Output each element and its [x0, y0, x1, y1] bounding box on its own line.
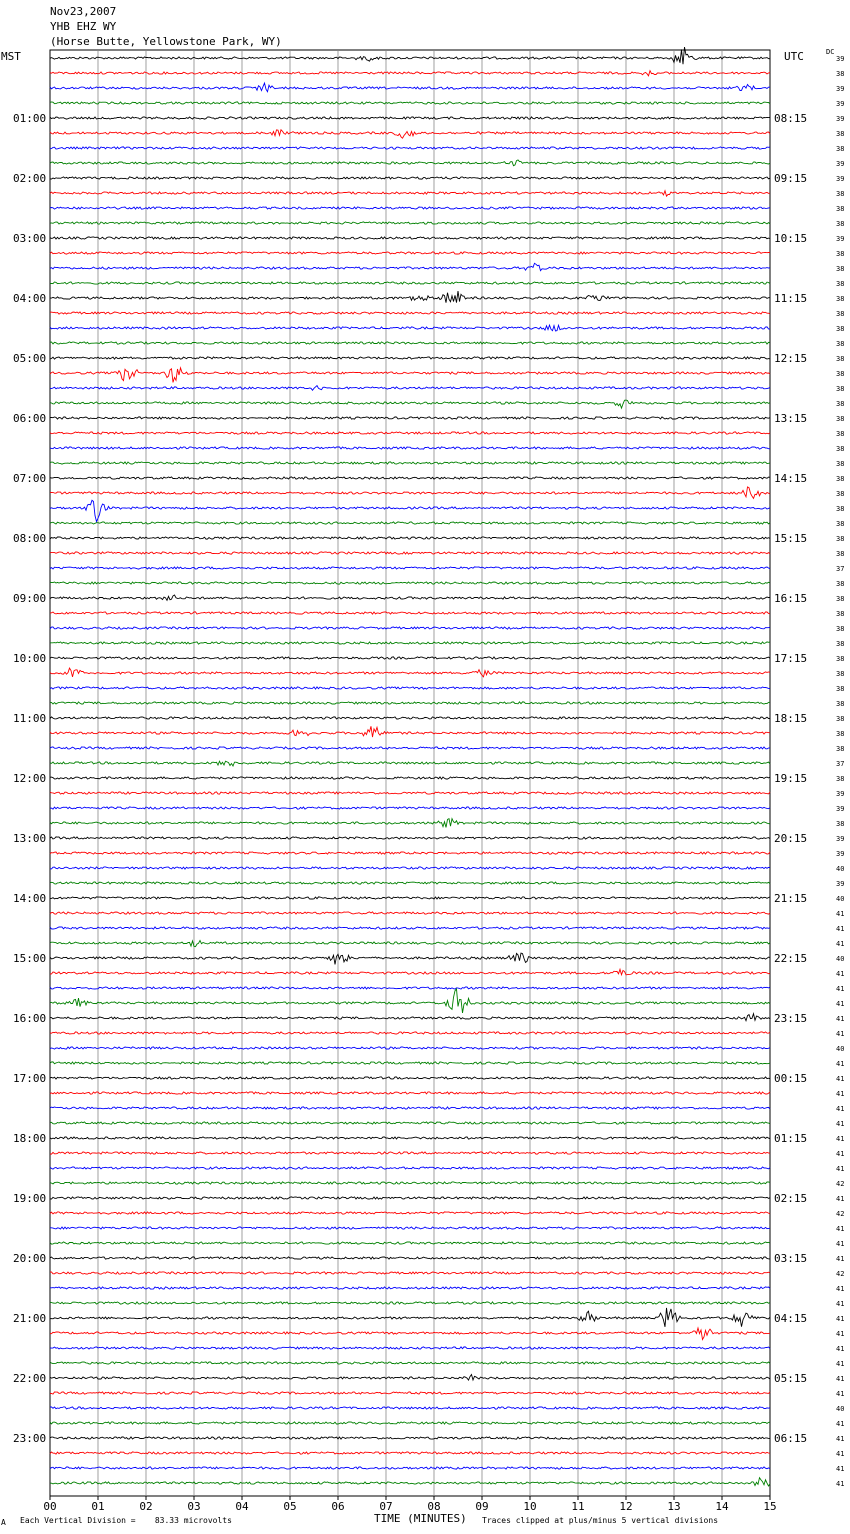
trace-line [50, 1032, 770, 1034]
trace-line [50, 1308, 770, 1327]
trace-line [50, 357, 770, 359]
left-hour-label: 14:00 [13, 892, 47, 905]
trace-line [50, 207, 770, 209]
dc-offset-label: 40 [836, 1405, 845, 1413]
dc-offset-label: 41 [836, 1135, 845, 1143]
trace-line [50, 1242, 770, 1244]
left-hour-label: 21:00 [13, 1312, 47, 1325]
trace-line [50, 1212, 770, 1214]
right-hour-label: 23:15 [774, 1012, 808, 1025]
dc-offset-label: 39 [836, 115, 845, 123]
trace-line [50, 837, 770, 839]
trace-line [50, 792, 770, 794]
right-hour-label: 16:15 [774, 592, 808, 605]
dc-offset-label: 38 [836, 415, 845, 423]
trace-line [50, 761, 770, 766]
x-tick-label: 13 [667, 1500, 681, 1513]
dc-offset-label: 38 [836, 460, 845, 468]
dc-offset-label: 41 [836, 1120, 845, 1128]
dc-offset-label: 41 [836, 925, 845, 933]
dc-offset-label: 38 [836, 445, 845, 453]
dc-offset-label: 38 [836, 205, 845, 213]
left-hour-label: 11:00 [13, 712, 47, 725]
dc-offset-label: 38 [836, 190, 845, 198]
dc-offset-label: 38 [836, 265, 845, 273]
dc-offset-label: 38 [836, 580, 845, 588]
trace-line [50, 1467, 770, 1469]
trace-line [50, 417, 770, 419]
dc-offset-label: 39 [836, 175, 845, 183]
dc-offset-label: 41 [836, 970, 845, 978]
trace-line [50, 222, 770, 224]
x-tick-label: 08 [427, 1500, 441, 1513]
corner-mark: A [1, 1518, 6, 1527]
trace-line [50, 1152, 770, 1154]
dc-offset-label: 38 [836, 775, 845, 783]
trace-line [50, 263, 770, 270]
dc-offset-label: 38 [836, 820, 845, 828]
trace-line [50, 1437, 770, 1439]
left-hour-label: 22:00 [13, 1372, 47, 1385]
trace-line [50, 368, 770, 383]
x-tick-label: 06 [331, 1500, 345, 1513]
trace-line [50, 1062, 770, 1064]
trace-line [50, 477, 770, 479]
trace-line [50, 702, 770, 704]
trace-line [50, 1302, 770, 1304]
dc-offset-label: 38 [836, 355, 845, 363]
x-tick-label: 07 [379, 1500, 393, 1513]
dc-offset-label: 39 [836, 805, 845, 813]
dc-offset-label: 41 [836, 1240, 845, 1248]
x-axis-title: TIME (MINUTES) [374, 1512, 467, 1525]
dc-offset-label: 41 [836, 1030, 845, 1038]
right-hour-label: 08:15 [774, 112, 808, 125]
dc-offset-label: 38 [836, 700, 845, 708]
trace-line [50, 537, 770, 539]
left-hour-label: 19:00 [13, 1192, 47, 1205]
dc-offset-label: 37 [836, 760, 845, 768]
dc-offset-label: 39 [836, 160, 845, 168]
dc-offset-label: 41 [836, 1105, 845, 1113]
dc-offset-label: 41 [836, 1465, 845, 1473]
x-tick-label: 12 [619, 1500, 633, 1513]
trace-line [50, 1362, 770, 1364]
right-hour-label: 04:15 [774, 1312, 808, 1325]
x-tick-label: 04 [235, 1500, 249, 1513]
dc-offset-label: 38 [836, 520, 845, 528]
trace-line [50, 687, 770, 689]
trace-line [50, 1182, 770, 1184]
dc-offset-label: 41 [836, 1060, 845, 1068]
left-hour-label: 07:00 [13, 472, 47, 485]
right-hour-label: 00:15 [774, 1072, 808, 1085]
trace-line [50, 147, 770, 149]
trace-line [50, 1137, 770, 1139]
dc-offset-label: 37 [836, 565, 845, 573]
trace-line [50, 1107, 770, 1109]
right-hour-label: 12:15 [774, 352, 808, 365]
right-hour-label: 18:15 [774, 712, 808, 725]
dc-offset-label: 38 [836, 685, 845, 693]
trace-line [50, 642, 770, 644]
dc-offset-label: 38 [836, 340, 845, 348]
left-hour-label: 09:00 [13, 592, 47, 605]
trace-line [50, 400, 770, 408]
dc-offset-label: 41 [836, 1075, 845, 1083]
trace-line [50, 627, 770, 629]
trace-line [50, 927, 770, 929]
dc-offset-label: 38 [836, 385, 845, 393]
dc-offset-label: 41 [836, 1150, 845, 1158]
location-label: (Horse Butte, Yellowstone Park, WY) [50, 35, 282, 48]
left-hour-label: 05:00 [13, 352, 47, 365]
dc-offset-label: 38 [836, 310, 845, 318]
trace-line [50, 552, 770, 554]
trace-line [50, 897, 770, 899]
dc-offset-label: 41 [836, 1315, 845, 1323]
trace-line [50, 1047, 770, 1049]
trace-line [50, 237, 770, 239]
dc-offset-label: 38 [836, 640, 845, 648]
trace-line [50, 1375, 770, 1381]
trace-line [50, 668, 770, 677]
dc-offset-label: 38 [836, 550, 845, 558]
dc-offset-label: 41 [836, 1090, 845, 1098]
trace-line [50, 130, 770, 138]
left-hour-label: 12:00 [13, 772, 47, 785]
trace-line [50, 1197, 770, 1199]
left-hour-label: 10:00 [13, 652, 47, 665]
trace-line [50, 325, 770, 331]
dc-offset-label: 42 [836, 1270, 845, 1278]
left-hour-label: 18:00 [13, 1132, 47, 1145]
trace-line [50, 1287, 770, 1289]
trace-line [50, 447, 770, 449]
dc-offset-label: 38 [836, 145, 845, 153]
trace-line [50, 989, 770, 1013]
trace-line [50, 1478, 770, 1486]
x-tick-label: 00 [43, 1500, 57, 1513]
left-hour-label: 02:00 [13, 172, 47, 185]
dc-offset-label: 38 [836, 505, 845, 513]
trace-line [50, 1227, 770, 1229]
right-hour-label: 05:15 [774, 1372, 808, 1385]
trace-line [50, 487, 770, 499]
trace-line [50, 312, 770, 314]
trace-line [50, 117, 770, 119]
dc-offset-label: 41 [836, 1330, 845, 1338]
dc-offset-label: 40 [836, 1045, 845, 1053]
left-timezone-label: MST [1, 50, 21, 63]
dc-offset-label: 38 [836, 535, 845, 543]
dc-offset-label: 41 [836, 1195, 845, 1203]
dc-offset-label: 39 [836, 85, 845, 93]
trace-line [50, 282, 770, 284]
dc-offset-label: 41 [836, 940, 845, 948]
trace-line [50, 867, 770, 869]
trace-line [50, 882, 770, 884]
dc-offset-label: 41 [836, 1285, 845, 1293]
dc-offset-label: 41 [836, 1300, 845, 1308]
dc-offset-label: 41 [836, 1480, 845, 1488]
right-hour-label: 09:15 [774, 172, 808, 185]
dc-offset-label: 40 [836, 955, 845, 963]
left-hour-label: 03:00 [13, 232, 47, 245]
dc-offset-label: 38 [836, 625, 845, 633]
x-tick-label: 05 [283, 1500, 297, 1513]
right-hour-label: 13:15 [774, 412, 808, 425]
trace-line [50, 500, 770, 521]
trace-line [50, 747, 770, 749]
dc-offset-label: 41 [836, 1225, 845, 1233]
left-hour-label: 20:00 [13, 1252, 47, 1265]
dc-offset-label: 38 [836, 430, 845, 438]
trace-line [50, 1077, 770, 1079]
trace-line [50, 1347, 770, 1349]
trace-line [50, 1422, 770, 1424]
dc-offset-label: 38 [836, 220, 845, 228]
dc-offset-label: 38 [836, 745, 845, 753]
dc-offset-label: 41 [836, 1390, 845, 1398]
dc-offset-label: 39 [836, 100, 845, 108]
x-tick-label: 11 [571, 1500, 585, 1513]
scale-note: Each Vertical Division = 83.33 microvolts [20, 1516, 232, 1525]
x-tick-label: 14 [715, 1500, 729, 1513]
right-hour-label: 02:15 [774, 1192, 808, 1205]
right-hour-label: 01:15 [774, 1132, 808, 1145]
trace-line [50, 912, 770, 914]
trace-line [50, 291, 770, 303]
trace-line [50, 102, 770, 104]
trace-line [50, 807, 770, 809]
dc-offset-label: 38 [836, 595, 845, 603]
dc-offset-label: 38 [836, 400, 845, 408]
dc-label: DC [826, 48, 835, 56]
trace-line [50, 953, 770, 964]
dc-offset-label: 38 [836, 295, 845, 303]
right-hour-label: 17:15 [774, 652, 808, 665]
trace-line [50, 595, 770, 600]
dc-offset-label: 41 [836, 1360, 845, 1368]
trace-line [50, 71, 770, 76]
dc-offset-label: 41 [836, 985, 845, 993]
trace-line [50, 1122, 770, 1124]
trace-line [50, 1014, 770, 1021]
right-hour-label: 14:15 [774, 472, 808, 485]
trace-line [50, 1452, 770, 1454]
dc-offset-label: 41 [836, 1375, 845, 1383]
trace-line [50, 177, 770, 179]
dc-offset-label: 39 [836, 835, 845, 843]
dc-offset-label: 38 [836, 70, 845, 78]
trace-line [50, 252, 770, 254]
trace-line [50, 83, 770, 92]
date-label: Nov23,2007 [50, 5, 117, 18]
trace-line [50, 941, 770, 947]
dc-offset-label: 39 [836, 235, 845, 243]
left-hour-label: 16:00 [13, 1012, 47, 1025]
dc-offset-label: 41 [836, 1000, 845, 1008]
dc-offset-label: 41 [836, 1420, 845, 1428]
dc-offset-label: 39 [836, 850, 845, 858]
trace-line [50, 1092, 770, 1094]
x-tick-label: 09 [475, 1500, 489, 1513]
dc-offset-label: 39 [836, 880, 845, 888]
trace-line [50, 582, 770, 584]
right-hour-label: 22:15 [774, 952, 808, 965]
left-hour-label: 08:00 [13, 532, 47, 545]
dc-offset-label: 41 [836, 1015, 845, 1023]
trace-line [50, 657, 770, 659]
right-hour-label: 21:15 [774, 892, 808, 905]
dc-offset-label: 42 [836, 1180, 845, 1188]
dc-offset-label: 40 [836, 865, 845, 873]
right-hour-label: 15:15 [774, 532, 808, 545]
trace-line [50, 160, 770, 166]
dc-offset-label: 40 [836, 895, 845, 903]
trace-line [50, 1272, 770, 1274]
dc-offset-label: 38 [836, 325, 845, 333]
dc-offset-label: 39 [836, 790, 845, 798]
trace-line [50, 462, 770, 464]
dc-offset-label: 38 [836, 250, 845, 258]
left-hour-label: 06:00 [13, 412, 47, 425]
right-hour-label: 20:15 [774, 832, 808, 845]
x-tick-label: 15 [763, 1500, 777, 1513]
right-hour-label: 06:15 [774, 1432, 808, 1445]
trace-line [50, 191, 770, 197]
trace-line [50, 612, 770, 614]
x-tick-label: 03 [187, 1500, 201, 1513]
trace-line [50, 1407, 770, 1409]
right-hour-label: 11:15 [774, 292, 808, 305]
left-hour-label: 13:00 [13, 832, 47, 845]
trace-line [50, 567, 770, 569]
trace-line [50, 522, 770, 524]
dc-offset-label: 38 [836, 730, 845, 738]
trace-line [50, 852, 770, 854]
station-label: YHB EHZ WY [50, 20, 117, 33]
left-hour-label: 01:00 [13, 112, 47, 125]
x-tick-label: 01 [91, 1500, 105, 1513]
trace-line [50, 342, 770, 344]
trace-line [50, 969, 770, 975]
trace-line [50, 1328, 770, 1340]
trace-line [50, 777, 770, 779]
left-hour-label: 15:00 [13, 952, 47, 965]
trace-line [50, 1257, 770, 1259]
dc-offset-label: 41 [836, 1435, 845, 1443]
trace-line [50, 987, 770, 989]
dc-offset-label: 42 [836, 1210, 845, 1218]
dc-offset-label: 39 [836, 55, 845, 63]
dc-offset-label: 38 [836, 670, 845, 678]
dc-offset-label: 38 [836, 370, 845, 378]
x-tick-label: 10 [523, 1500, 537, 1513]
trace-line [50, 726, 770, 737]
trace-line [50, 386, 770, 391]
dc-offset-label: 41 [836, 1165, 845, 1173]
right-hour-label: 10:15 [774, 232, 808, 245]
dc-offset-label: 41 [836, 1345, 845, 1353]
trace-line [50, 717, 770, 719]
left-hour-label: 17:00 [13, 1072, 47, 1085]
trace-line [50, 819, 770, 828]
dc-offset-label: 38 [836, 475, 845, 483]
right-timezone-label: UTC [784, 50, 804, 63]
right-hour-label: 03:15 [774, 1252, 808, 1265]
left-hour-label: 23:00 [13, 1432, 47, 1445]
dc-offset-label: 41 [836, 910, 845, 918]
x-tick-label: 02 [139, 1500, 153, 1513]
dc-offset-label: 38 [836, 130, 845, 138]
dc-offset-label: 38 [836, 280, 845, 288]
dc-offset-label: 41 [836, 1255, 845, 1263]
dc-offset-label: 38 [836, 490, 845, 498]
right-hour-label: 19:15 [774, 772, 808, 785]
dc-offset-label: 38 [836, 655, 845, 663]
clip-note: Traces clipped at plus/minus 5 vertical divisions [482, 1516, 719, 1525]
dc-offset-label: 38 [836, 610, 845, 618]
trace-line [50, 1167, 770, 1169]
dc-offset-label: 38 [836, 715, 845, 723]
trace-line [50, 432, 770, 434]
trace-line [50, 1392, 770, 1394]
left-hour-label: 04:00 [13, 292, 47, 305]
dc-offset-label: 41 [836, 1450, 845, 1458]
